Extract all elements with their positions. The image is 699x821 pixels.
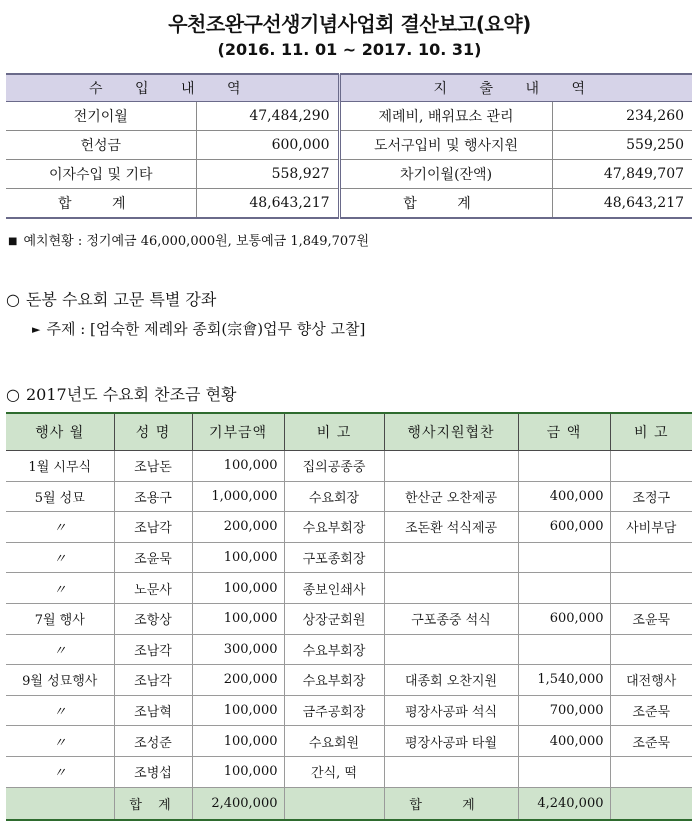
donation-total-label: 합 계 bbox=[114, 787, 192, 820]
support-total-label: 합 계 bbox=[384, 787, 518, 820]
donation-table bbox=[6, 412, 692, 821]
remarks: 수요회원 bbox=[284, 726, 384, 757]
total-empty bbox=[610, 787, 692, 820]
support-remarks bbox=[610, 634, 692, 665]
donor-name: 조성준 bbox=[114, 726, 192, 757]
event-month: 〃 bbox=[6, 634, 114, 665]
event-support bbox=[384, 542, 518, 573]
col-donation-amount: 기부금액 bbox=[192, 413, 284, 451]
support-amount: 400,000 bbox=[518, 726, 610, 757]
remarks: 간식, 떡 bbox=[284, 756, 384, 787]
triangle-bullet-icon: ► bbox=[32, 323, 41, 336]
income-item: 이자수입 및 기타 bbox=[6, 160, 196, 189]
event-support: 조돈환 석식제공 bbox=[384, 512, 518, 543]
income-amount: 600,000 bbox=[196, 131, 339, 160]
col-remarks: 비 고 bbox=[284, 413, 384, 451]
donation-row bbox=[6, 481, 692, 512]
income-item: 전기이월 bbox=[6, 102, 196, 131]
donor-name: 조항상 bbox=[114, 603, 192, 634]
event-month: 1월 시무식 bbox=[6, 451, 114, 482]
donation-amount: 300,000 bbox=[192, 634, 284, 665]
income-total-label: 합 계 bbox=[6, 189, 196, 219]
lecture-heading-text: 돈봉 수요회 고문 특별 강좌 bbox=[25, 290, 217, 309]
donation-row bbox=[6, 573, 692, 604]
col-event-support: 행사지원협찬 bbox=[384, 413, 518, 451]
support-remarks: 조윤묵 bbox=[610, 603, 692, 634]
expense-item: 도서구입비 및 행사지원 bbox=[339, 131, 552, 160]
donor-name: 조남각 bbox=[114, 665, 192, 696]
support-amount: 700,000 bbox=[518, 695, 610, 726]
expense-total-label: 합 계 bbox=[339, 189, 552, 219]
income-amount: 47,484,290 bbox=[196, 102, 339, 131]
total-empty bbox=[284, 787, 384, 820]
square-bullet-icon: ■ bbox=[8, 236, 18, 247]
income-header: 수 입 내 역 bbox=[6, 74, 339, 102]
donation-row bbox=[6, 726, 692, 757]
donor-name: 조윤묵 bbox=[114, 542, 192, 573]
settlement-header-row bbox=[6, 74, 692, 102]
total-empty bbox=[6, 787, 114, 820]
donation-amount: 100,000 bbox=[192, 573, 284, 604]
remarks: 수요부회장 bbox=[284, 634, 384, 665]
support-remarks: 대전행사 bbox=[610, 665, 692, 696]
col-support-remarks: 비 고 bbox=[610, 413, 692, 451]
donation-amount: 100,000 bbox=[192, 726, 284, 757]
donation-total-amount: 2,400,000 bbox=[192, 787, 284, 820]
remarks: 금주공회장 bbox=[284, 695, 384, 726]
circle-bullet-icon: ○ bbox=[6, 385, 20, 404]
settlement-table bbox=[6, 73, 692, 219]
remarks: 수요회장 bbox=[284, 481, 384, 512]
expense-total-amount: 48,643,217 bbox=[552, 189, 692, 219]
support-amount bbox=[518, 542, 610, 573]
support-amount bbox=[518, 573, 610, 604]
income-item: 헌성금 bbox=[6, 131, 196, 160]
support-amount: 400,000 bbox=[518, 481, 610, 512]
deposit-note bbox=[8, 230, 369, 249]
donor-name: 조남혁 bbox=[114, 695, 192, 726]
donation-row bbox=[6, 756, 692, 787]
lecture-subject bbox=[32, 318, 365, 339]
support-remarks bbox=[610, 573, 692, 604]
circle-bullet-icon: ○ bbox=[6, 290, 20, 309]
donation-amount: 100,000 bbox=[192, 451, 284, 482]
income-total-amount: 48,643,217 bbox=[196, 189, 339, 219]
support-remarks: 조준묵 bbox=[610, 695, 692, 726]
support-remarks: 사비부담 bbox=[610, 512, 692, 543]
event-support: 평장사공파 타월 bbox=[384, 726, 518, 757]
donor-name: 조병섭 bbox=[114, 756, 192, 787]
event-support bbox=[384, 573, 518, 604]
support-amount: 1,540,000 bbox=[518, 665, 610, 696]
donation-row bbox=[6, 695, 692, 726]
donation-amount: 1,000,000 bbox=[192, 481, 284, 512]
event-support bbox=[384, 634, 518, 665]
expense-amount: 47,849,707 bbox=[552, 160, 692, 189]
event-support: 대종회 오찬지원 bbox=[384, 665, 518, 696]
event-month: 〃 bbox=[6, 756, 114, 787]
donation-amount: 200,000 bbox=[192, 512, 284, 543]
lecture-subject-text: 주제 : [엄숙한 제례와 종회(宗會)업무 향상 고찰] bbox=[46, 320, 366, 338]
report-title: 우천조완구선생기념사업회 결산보고(요약) bbox=[168, 12, 531, 36]
event-month: 〃 bbox=[6, 573, 114, 604]
event-month: 〃 bbox=[6, 726, 114, 757]
remarks: 종보인쇄사 bbox=[284, 573, 384, 604]
col-event-month: 행사 월 bbox=[6, 413, 114, 451]
event-support bbox=[384, 756, 518, 787]
donation-amount: 100,000 bbox=[192, 756, 284, 787]
support-remarks: 조준묵 bbox=[610, 726, 692, 757]
support-remarks: 조정구 bbox=[610, 481, 692, 512]
donation-row bbox=[6, 451, 692, 482]
settlement-row bbox=[6, 131, 692, 160]
expense-amount: 559,250 bbox=[552, 131, 692, 160]
donor-name: 조남각 bbox=[114, 634, 192, 665]
settlement-total-row bbox=[6, 189, 692, 219]
event-month: 〃 bbox=[6, 695, 114, 726]
donation-row bbox=[6, 542, 692, 573]
col-support-amount: 금 액 bbox=[518, 413, 610, 451]
remarks: 수요부회장 bbox=[284, 665, 384, 696]
settlement-row bbox=[6, 160, 692, 189]
donor-name: 조용구 bbox=[114, 481, 192, 512]
expense-item: 제례비, 배위묘소 관리 bbox=[339, 102, 552, 131]
event-support: 평장사공파 석식 bbox=[384, 695, 518, 726]
support-amount bbox=[518, 756, 610, 787]
donation-header-row bbox=[6, 413, 692, 451]
donor-name: 조남돈 bbox=[114, 451, 192, 482]
support-total-amount: 4,240,000 bbox=[518, 787, 610, 820]
donation-heading-text: 2017년도 수요회 찬조금 현황 bbox=[25, 385, 237, 404]
event-support: 한산군 오찬제공 bbox=[384, 481, 518, 512]
donor-name: 노문사 bbox=[114, 573, 192, 604]
donation-row bbox=[6, 603, 692, 634]
event-month: 〃 bbox=[6, 512, 114, 543]
donation-amount: 200,000 bbox=[192, 665, 284, 696]
donation-amount: 100,000 bbox=[192, 542, 284, 573]
event-support: 구포종중 석식 bbox=[384, 603, 518, 634]
donation-total-row bbox=[6, 787, 692, 820]
remarks: 수요부회장 bbox=[284, 512, 384, 543]
event-month: 9월 성묘행사 bbox=[6, 665, 114, 696]
support-remarks bbox=[610, 451, 692, 482]
support-remarks bbox=[610, 542, 692, 573]
event-month: 5월 성묘 bbox=[6, 481, 114, 512]
donation-row bbox=[6, 512, 692, 543]
donation-amount: 100,000 bbox=[192, 695, 284, 726]
donation-row bbox=[6, 634, 692, 665]
remarks: 집의공종중 bbox=[284, 451, 384, 482]
event-month: 〃 bbox=[6, 542, 114, 573]
donation-row bbox=[6, 665, 692, 696]
donation-section-heading bbox=[6, 382, 237, 405]
donation-amount: 100,000 bbox=[192, 603, 284, 634]
lecture-section-heading bbox=[6, 287, 216, 310]
support-amount: 600,000 bbox=[518, 603, 610, 634]
event-month: 7월 행사 bbox=[6, 603, 114, 634]
support-amount: 600,000 bbox=[518, 512, 610, 543]
remarks: 상장군회원 bbox=[284, 603, 384, 634]
event-support bbox=[384, 451, 518, 482]
col-name: 성 명 bbox=[114, 413, 192, 451]
income-amount: 558,927 bbox=[196, 160, 339, 189]
expense-item: 차기이월(잔액) bbox=[339, 160, 552, 189]
expense-amount: 234,260 bbox=[552, 102, 692, 131]
support-remarks bbox=[610, 756, 692, 787]
expense-header: 지 출 내 역 bbox=[339, 74, 692, 102]
donor-name: 조남각 bbox=[114, 512, 192, 543]
settlement-row bbox=[6, 102, 692, 131]
remarks: 구포종회장 bbox=[284, 542, 384, 573]
report-period: (2016. 11. 01 ~ 2017. 10. 31) bbox=[217, 40, 482, 59]
support-amount bbox=[518, 634, 610, 665]
deposit-text: 예치현황 : 정기예금 46,000,000원, 보통예금 1,849,707원 bbox=[23, 234, 370, 249]
support-amount bbox=[518, 451, 610, 482]
